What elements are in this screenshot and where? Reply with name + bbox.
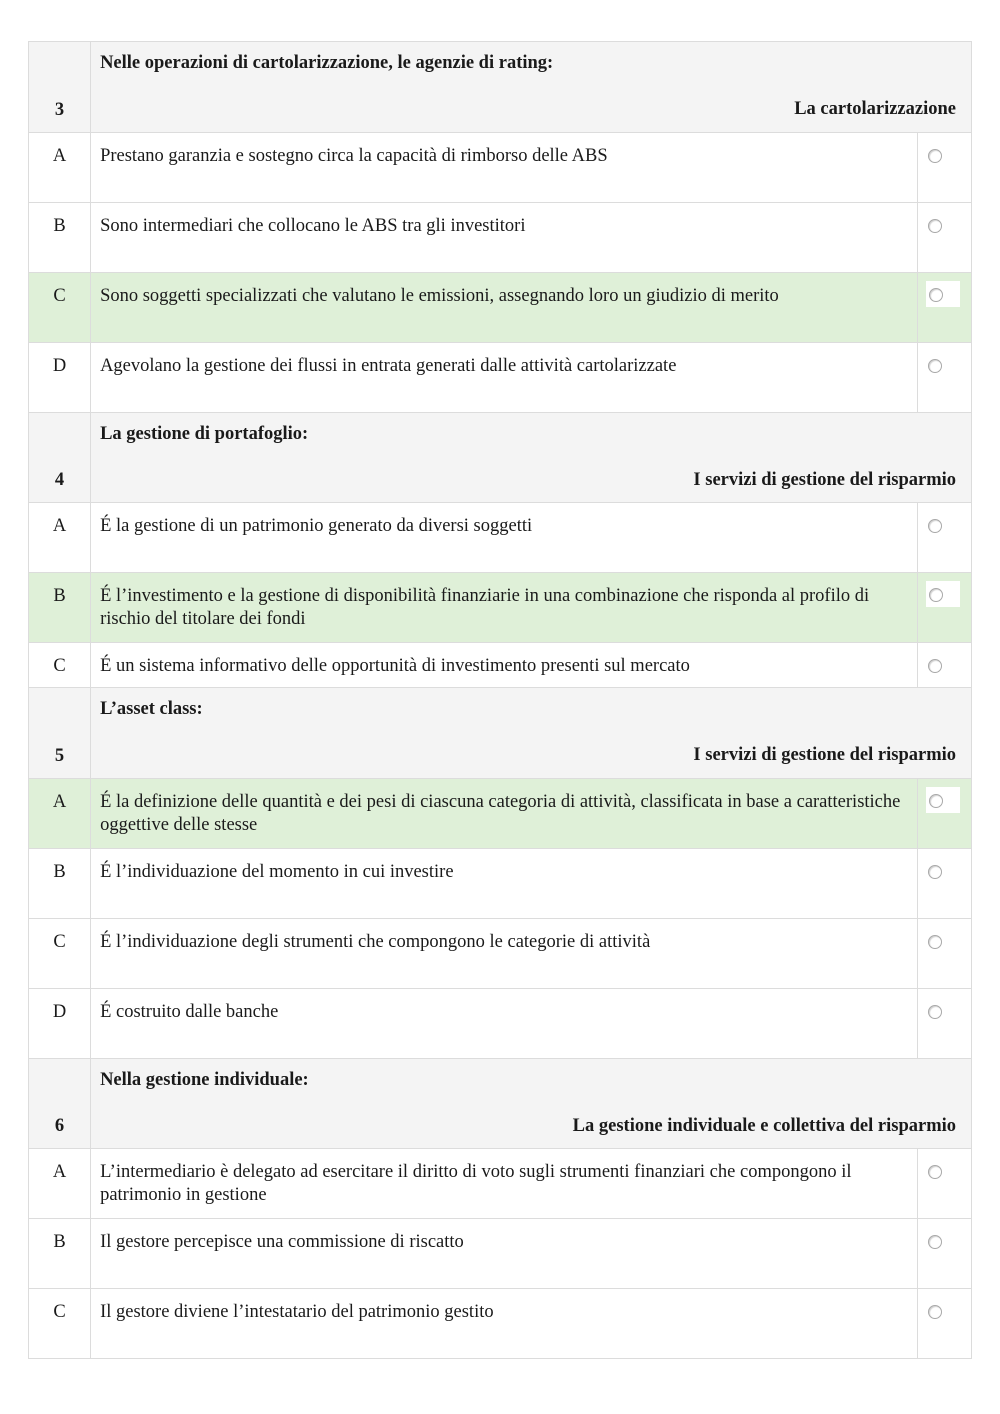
answer-text: É l’individuazione del momento in cui investire (91, 849, 918, 919)
answer-text: É costruito dalle banche (91, 989, 918, 1059)
question-header (29, 413, 972, 503)
question-number: 5 (29, 688, 91, 779)
answer-radio-cell[interactable] (917, 1149, 971, 1219)
question-text: L’asset class: (100, 699, 203, 719)
answer-text: É l’investimento e la gestione di disponibilità finanziarie in una combinazione che risponda al profilo di rischio del titolare dei fondi (91, 573, 918, 643)
answer-row[interactable] (29, 1289, 972, 1359)
radio-highlight-box (926, 787, 960, 813)
radio-button[interactable] (928, 519, 942, 533)
question-header (29, 688, 972, 779)
question-topic: I servizi di gestione del risparmio (693, 469, 956, 490)
question-number: 4 (29, 413, 91, 503)
radio-button[interactable] (928, 1305, 942, 1319)
answer-letter: C (29, 643, 91, 713)
answer-row[interactable] (29, 849, 972, 919)
answer-row[interactable] (29, 203, 972, 273)
radio-button[interactable] (928, 1235, 942, 1249)
answer-radio-cell[interactable] (917, 203, 971, 273)
answer-text: Sono intermediari che collocano le ABS tra gli investitori (91, 203, 918, 273)
answer-text: L’intermediario è delegato ad esercitare il diritto di voto sugli strumenti finanziari che compongono il patrimonio in gestione (91, 1149, 918, 1219)
radio-button[interactable] (928, 1005, 942, 1019)
answer-row[interactable] (29, 1149, 972, 1219)
question-header (29, 1059, 972, 1149)
question-cell (91, 1059, 972, 1149)
question-number: 6 (29, 1059, 91, 1149)
question-number: 3 (29, 42, 91, 133)
answer-text: É l’individuazione degli strumenti che compongono le categorie di attività (91, 919, 918, 989)
answer-letter: D (29, 343, 91, 413)
answer-letter: B (29, 573, 91, 643)
answer-radio-cell[interactable] (917, 779, 971, 849)
answer-text: É la gestione di un patrimonio generato da diversi soggetti (91, 503, 918, 573)
radio-button[interactable] (929, 588, 943, 602)
answer-radio-cell[interactable] (917, 133, 971, 203)
question-text: Nella gestione individuale: (100, 1069, 309, 1090)
answer-radio-cell[interactable] (917, 919, 971, 989)
radio-button[interactable] (928, 1165, 942, 1179)
answer-letter: B (29, 1219, 91, 1289)
radio-button[interactable] (929, 794, 943, 808)
quiz-table-2 (28, 687, 972, 1359)
question-cell (91, 413, 972, 503)
answer-row[interactable] (29, 1219, 972, 1289)
answer-radio-cell[interactable] (917, 343, 971, 413)
answer-row-correct[interactable] (29, 779, 972, 849)
radio-button[interactable] (928, 149, 942, 163)
answer-radio-cell[interactable] (917, 1219, 971, 1289)
answer-row-correct[interactable] (29, 273, 972, 343)
answer-letter: A (29, 1149, 91, 1219)
answer-letter: B (29, 203, 91, 273)
answer-letter: D (29, 989, 91, 1059)
answer-text: Agevolano la gestione dei flussi in entrata generati dalle attività cartolarizzate (91, 343, 918, 413)
answer-row[interactable] (29, 919, 972, 989)
answer-text: Il gestore percepisce una commissione di riscatto (91, 1219, 918, 1289)
answer-letter: A (29, 779, 91, 849)
question-cell (91, 688, 972, 779)
answer-text: Prestano garanzia e sostegno circa la capacità di rimborso delle ABS (91, 133, 918, 203)
question-header (29, 42, 972, 133)
answer-text: Il gestore diviene l’intestatario del patrimonio gestito (91, 1289, 918, 1359)
answer-radio-cell[interactable] (917, 849, 971, 919)
question-text: La gestione di portafoglio: (100, 423, 309, 444)
question-topic: La cartolarizzazione (794, 99, 956, 119)
answer-row[interactable] (29, 503, 972, 573)
answer-row[interactable] (29, 989, 972, 1059)
radio-button[interactable] (928, 659, 942, 673)
answer-letter: C (29, 919, 91, 989)
radio-highlight-box (926, 281, 960, 307)
radio-button[interactable] (928, 219, 942, 233)
question-topic: I servizi di gestione del risparmio (693, 745, 956, 765)
answer-text: Sono soggetti specializzati che valutano le emissioni, assegnando loro un giudizio di merito (91, 273, 918, 343)
radio-button[interactable] (928, 865, 942, 879)
question-topic: La gestione individuale e collettiva del risparmio (572, 1115, 956, 1136)
answer-text: É la definizione delle quantità e dei pesi di ciascuna categoria di attività, classificata in base a caratteristiche oggettive delle stesse (91, 779, 918, 849)
answer-letter: A (29, 503, 91, 573)
answer-radio-cell[interactable] (917, 989, 971, 1059)
answer-row[interactable] (29, 133, 972, 203)
question-text: Nelle operazioni di cartolarizzazione, le agenzie di rating: (100, 53, 554, 73)
radio-button[interactable] (928, 359, 942, 373)
answer-row-correct[interactable] (29, 573, 972, 643)
radio-highlight-box (926, 581, 960, 607)
answer-radio-cell[interactable] (917, 273, 971, 343)
answer-text: É un sistema informativo delle opportunità di investimento presenti sul mercato (91, 643, 918, 713)
answer-letter: C (29, 1289, 91, 1359)
radio-button[interactable] (928, 935, 942, 949)
answer-radio-cell[interactable] (917, 1289, 971, 1359)
answer-radio-cell[interactable] (917, 573, 971, 643)
answer-letter: A (29, 133, 91, 203)
answer-row[interactable] (29, 343, 972, 413)
answer-radio-cell[interactable] (917, 503, 971, 573)
answer-letter: B (29, 849, 91, 919)
radio-button[interactable] (929, 288, 943, 302)
question-cell (91, 42, 972, 133)
answer-letter: C (29, 273, 91, 343)
quiz-table-1 (28, 41, 972, 783)
